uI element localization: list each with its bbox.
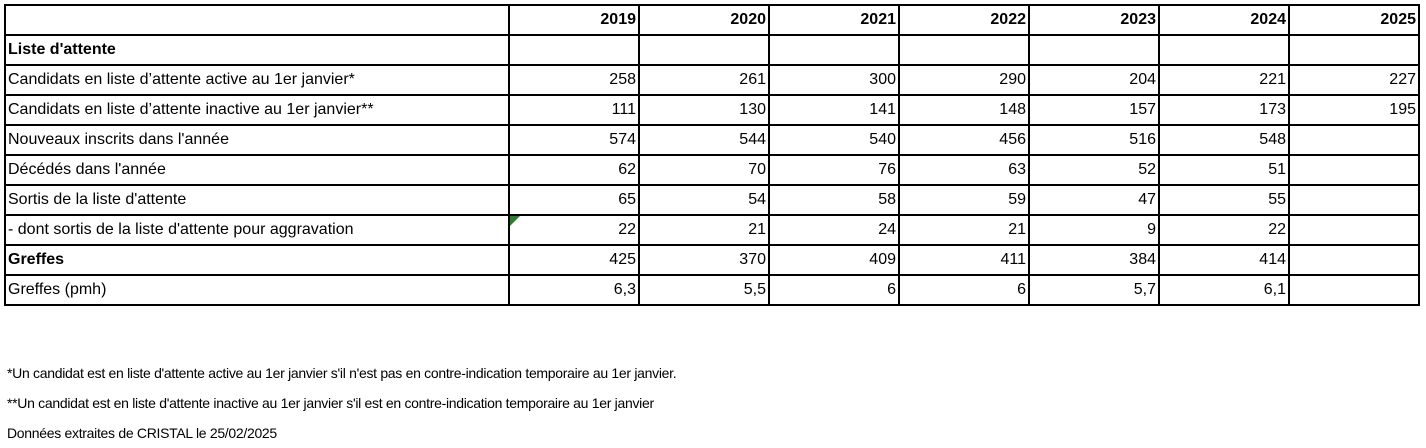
year-header: 2025 <box>1289 5 1419 35</box>
section-header: Liste d'attente <box>5 35 509 65</box>
row-label: Nouveaux inscrits dans l'année <box>5 125 509 155</box>
value-cell: 204 <box>1029 65 1159 95</box>
row-label: Greffes <box>5 245 509 275</box>
value-cell: 55 <box>1159 185 1289 215</box>
value-cell: 62 <box>509 155 639 185</box>
value-cell: 47 <box>1029 185 1159 215</box>
empty-cell <box>639 35 769 65</box>
value-cell: 148 <box>899 95 1029 125</box>
value-cell: 261 <box>639 65 769 95</box>
waiting-list-table <box>4 4 1420 306</box>
value-cell: 414 <box>1159 245 1289 275</box>
value-cell: 58 <box>769 185 899 215</box>
row-label: Sortis de la liste d'attente <box>5 185 509 215</box>
value-cell: 6 <box>899 275 1029 305</box>
value-cell: 425 <box>509 245 639 275</box>
value-cell <box>1289 245 1419 275</box>
value-cell: 6,3 <box>509 275 639 305</box>
value-cell <box>509 215 639 245</box>
value-cell <box>1289 125 1419 155</box>
value-cell: 22 <box>1159 215 1289 245</box>
year-header: 2023 <box>1029 5 1159 35</box>
year-header: 2020 <box>639 5 769 35</box>
source-note: Données extraites de CRISTAL le 25/02/2025 <box>7 425 277 441</box>
value-cell: 21 <box>639 215 769 245</box>
value-cell: 51 <box>1159 155 1289 185</box>
value-cell: 157 <box>1029 95 1159 125</box>
row-label: Candidats en liste d’attente active au 1er janvier* <box>5 65 509 95</box>
footnote-inactive: **Un candidat est en liste d'attente inactive au 1er janvier s'il est en contre-indication temporaire au 1er janvier <box>7 395 654 411</box>
value-cell: 54 <box>639 185 769 215</box>
value-cell: 173 <box>1159 95 1289 125</box>
value-cell: 63 <box>899 155 1029 185</box>
value-cell: 300 <box>769 65 899 95</box>
year-header: 2022 <box>899 5 1029 35</box>
year-header: 2019 <box>509 5 639 35</box>
value-cell: 290 <box>899 65 1029 95</box>
cell-comment-indicator-icon <box>510 216 520 226</box>
value-cell: 548 <box>1159 125 1289 155</box>
value-cell: 141 <box>769 95 899 125</box>
value-cell: 5,7 <box>1029 275 1159 305</box>
value-cell: 456 <box>899 125 1029 155</box>
table-row <box>5 155 1419 185</box>
table-row <box>5 275 1419 305</box>
value-cell: 258 <box>509 65 639 95</box>
empty-cell <box>1289 35 1419 65</box>
value-cell: 540 <box>769 125 899 155</box>
value-cell: 544 <box>639 125 769 155</box>
value-cell <box>1289 275 1419 305</box>
empty-cell <box>899 35 1029 65</box>
value-text: 22 <box>618 221 636 238</box>
value-cell: 65 <box>509 185 639 215</box>
value-cell: 70 <box>639 155 769 185</box>
value-cell <box>1289 155 1419 185</box>
value-cell: 370 <box>639 245 769 275</box>
value-cell: 411 <box>899 245 1029 275</box>
table-row <box>5 245 1419 275</box>
empty-cell <box>1029 35 1159 65</box>
value-cell: 9 <box>1029 215 1159 245</box>
value-cell: 6 <box>769 275 899 305</box>
value-cell <box>1289 185 1419 215</box>
value-cell: 574 <box>509 125 639 155</box>
row-label: Candidats en liste d’attente inactive au 1er janvier** <box>5 95 509 125</box>
year-header: 2024 <box>1159 5 1289 35</box>
row-label: Greffes (pmh) <box>5 275 509 305</box>
table-row <box>5 65 1419 95</box>
row-label: Décédés dans l'année <box>5 155 509 185</box>
empty-cell <box>509 35 639 65</box>
year-header: 2021 <box>769 5 899 35</box>
value-cell: 5,5 <box>639 275 769 305</box>
value-cell: 21 <box>899 215 1029 245</box>
value-cell: 221 <box>1159 65 1289 95</box>
value-cell: 59 <box>899 185 1029 215</box>
section-header-row <box>5 35 1419 65</box>
value-cell <box>1289 215 1419 245</box>
footnote-active: *Un candidat est en liste d'attente active au 1er janvier s'il n'est pas en contre-indication temporaire au 1er janvier. <box>7 365 677 381</box>
value-cell: 384 <box>1029 245 1159 275</box>
value-cell: 24 <box>769 215 899 245</box>
table-row <box>5 125 1419 155</box>
value-cell: 195 <box>1289 95 1419 125</box>
empty-cell <box>769 35 899 65</box>
value-cell: 6,1 <box>1159 275 1289 305</box>
row-label: - dont sortis de la liste d'attente pour aggravation <box>5 215 509 245</box>
corner-cell <box>5 5 509 35</box>
year-header-row <box>5 5 1419 35</box>
table-row <box>5 215 1419 245</box>
value-cell: 111 <box>509 95 639 125</box>
value-cell: 409 <box>769 245 899 275</box>
value-cell: 130 <box>639 95 769 125</box>
value-cell: 516 <box>1029 125 1159 155</box>
value-cell: 76 <box>769 155 899 185</box>
table-row <box>5 95 1419 125</box>
table-row <box>5 185 1419 215</box>
value-cell: 227 <box>1289 65 1419 95</box>
empty-cell <box>1159 35 1289 65</box>
value-cell: 52 <box>1029 155 1159 185</box>
